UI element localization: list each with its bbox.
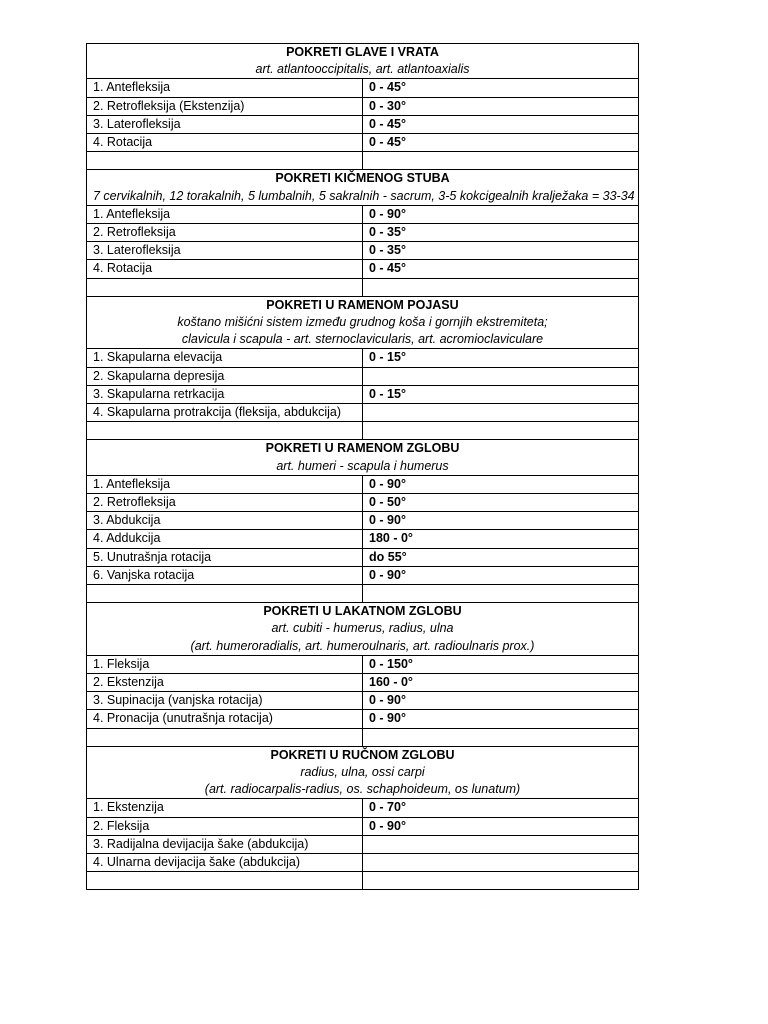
blank-cell	[87, 422, 363, 440]
blank-cell	[87, 278, 363, 296]
table-row	[87, 475, 639, 493]
table-row	[87, 79, 639, 97]
blank-row	[87, 152, 639, 170]
blank-cell	[87, 152, 363, 170]
table-row	[87, 835, 639, 853]
movement-name: 2. Ekstenzija	[87, 674, 363, 692]
movement-name: 1. Skapularna elevacija	[87, 349, 363, 367]
section-header-row	[87, 603, 639, 656]
section-header	[87, 603, 639, 656]
movement-name: 4. Pronacija (unutrašnja rotacija)	[87, 710, 363, 728]
range-value	[363, 404, 639, 422]
range-value: 0 - 45°	[363, 134, 639, 152]
range-value: 0 - 50°	[363, 494, 639, 512]
movement-name: 1. Fleksija	[87, 655, 363, 673]
range-value: 0 - 90°	[363, 205, 639, 223]
section-title: POKRETI U LAKATNOM ZGLOBU	[263, 604, 462, 619]
range-value: 0 - 90°	[363, 512, 639, 530]
range-value	[363, 835, 639, 853]
table-row	[87, 530, 639, 548]
range-value: 0 - 45°	[363, 79, 639, 97]
section-header-row	[87, 296, 639, 349]
section-title: POKRETI U RUČNOM ZGLOBU	[270, 747, 455, 762]
section-header	[87, 44, 639, 79]
section-header	[87, 440, 639, 475]
table-row	[87, 260, 639, 278]
movement-name: 2. Fleksija	[87, 817, 363, 835]
table-row	[87, 674, 639, 692]
movement-name: 3. Supinacija (vanjska rotacija)	[87, 692, 363, 710]
range-value: 0 - 35°	[363, 224, 639, 242]
blank-row	[87, 278, 639, 296]
section-subtitle: art. humeri - scapula i humerus	[276, 458, 449, 473]
section-header	[87, 296, 639, 349]
movement-name: 4. Rotacija	[87, 260, 363, 278]
section-header	[87, 746, 639, 799]
blank-cell	[87, 585, 363, 603]
table-row	[87, 655, 639, 673]
range-value: 0 - 150°	[363, 655, 639, 673]
movement-name: 3. Radijalna devijacija šake (abdukcija)	[87, 835, 363, 853]
table-row	[87, 512, 639, 530]
table-row	[87, 817, 639, 835]
range-value	[363, 367, 639, 385]
table-row	[87, 799, 639, 817]
range-value: 0 - 70°	[363, 799, 639, 817]
blank-row	[87, 585, 639, 603]
section-header-row	[87, 746, 639, 799]
blank-cell	[363, 152, 639, 170]
section-header-row	[87, 440, 639, 475]
section-subtitle: art. atlantooccipitalis, art. atlantoaxialis	[255, 62, 470, 77]
range-value: 0 - 90°	[363, 692, 639, 710]
movement-name: 4. Skapularna protrakcija (fleksija, abdukcija)	[87, 404, 363, 422]
range-value: 0 - 90°	[363, 817, 639, 835]
section-header-row	[87, 170, 639, 205]
section-header-row	[87, 44, 639, 79]
movement-name: 6. Vanjska rotacija	[87, 566, 363, 584]
section-subtitle: 7 cervikalnih, 12 torakalnih, 5 lumbalnih, 5 sakralnih - sacrum, 3-5 kokcigealnih kralježaka = 33-34	[93, 188, 635, 203]
table-row	[87, 385, 639, 403]
section-title: POKRETI KIČMENOG STUBA	[275, 171, 450, 186]
table-row	[87, 224, 639, 242]
movement-name: 3. Laterofleksija	[87, 242, 363, 260]
movement-name: 1. Antefleksija	[87, 79, 363, 97]
movement-name: 4. Ulnarna devijacija šake (abdukcija)	[87, 854, 363, 872]
movement-name: 3. Abdukcija	[87, 512, 363, 530]
table-row	[87, 242, 639, 260]
blank-cell	[87, 872, 363, 890]
table-row	[87, 404, 639, 422]
blank-cell	[363, 585, 639, 603]
section-title: POKRETI U RAMENOM ZGLOBU	[265, 441, 460, 456]
table-row	[87, 349, 639, 367]
table-row	[87, 710, 639, 728]
blank-cell	[363, 422, 639, 440]
movement-name: 2. Retrofleksija (Ekstenzija)	[87, 97, 363, 115]
section-subtitle: art. cubiti - humerus, radius, ulna	[271, 621, 454, 636]
table-row	[87, 134, 639, 152]
table-row	[87, 566, 639, 584]
movement-name: 1. Antefleksija	[87, 205, 363, 223]
movement-name: 2. Retrofleksija	[87, 224, 363, 242]
movement-name: 1. Ekstenzija	[87, 799, 363, 817]
blank-cell	[363, 278, 639, 296]
range-value: 0 - 35°	[363, 242, 639, 260]
range-value: 0 - 90°	[363, 475, 639, 493]
range-of-motion-table	[86, 43, 639, 890]
table-row	[87, 548, 639, 566]
section-subtitle: clavicula i scapula - art. sternoclavicularis, art. acromioclaviculare	[181, 332, 544, 347]
section-subtitle: koštano mišićni sistem između grudnog koša i gornjih ekstremiteta;	[177, 315, 548, 330]
table-row	[87, 205, 639, 223]
range-value: 0 - 90°	[363, 566, 639, 584]
range-value: 180 - 0°	[363, 530, 639, 548]
document-page	[86, 43, 639, 890]
range-value: 0 - 15°	[363, 349, 639, 367]
table-row	[87, 854, 639, 872]
table-row	[87, 97, 639, 115]
movement-name: 4. Addukcija	[87, 530, 363, 548]
movement-name: 3. Skapularna retrkacija	[87, 385, 363, 403]
movement-name: 5. Unutrašnja rotacija	[87, 548, 363, 566]
range-value	[363, 854, 639, 872]
section-subtitle: (art. humeroradialis, art. humeroulnaris, art. radioulnaris prox.)	[190, 638, 535, 653]
section-subtitle: (art. radiocarpalis-radius, os. schaphoideum, os lunatum)	[204, 782, 521, 797]
range-value: 0 - 30°	[363, 97, 639, 115]
movement-name: 2. Skapularna depresija	[87, 367, 363, 385]
range-value: do 55°	[363, 548, 639, 566]
range-value: 160 - 0°	[363, 674, 639, 692]
section-header	[87, 170, 639, 205]
blank-cell	[363, 728, 639, 746]
movement-name: 4. Rotacija	[87, 134, 363, 152]
section-title: POKRETI GLAVE I VRATA	[286, 45, 439, 59]
section-title: POKRETI U RAMENOM POJASU	[266, 297, 459, 312]
blank-row	[87, 872, 639, 890]
range-value: 0 - 15°	[363, 385, 639, 403]
table-row	[87, 367, 639, 385]
blank-cell	[87, 728, 363, 746]
blank-cell	[363, 872, 639, 890]
movement-name: 3. Laterofleksija	[87, 115, 363, 133]
table-row	[87, 692, 639, 710]
movement-name: 2. Retrofleksija	[87, 494, 363, 512]
table-row	[87, 494, 639, 512]
range-value: 0 - 45°	[363, 115, 639, 133]
range-value: 0 - 90°	[363, 710, 639, 728]
blank-row	[87, 728, 639, 746]
section-subtitle: radius, ulna, ossi carpi	[300, 765, 425, 780]
range-value: 0 - 45°	[363, 260, 639, 278]
table-body	[87, 44, 639, 890]
table-row	[87, 115, 639, 133]
movement-name: 1. Antefleksija	[87, 475, 363, 493]
blank-row	[87, 422, 639, 440]
